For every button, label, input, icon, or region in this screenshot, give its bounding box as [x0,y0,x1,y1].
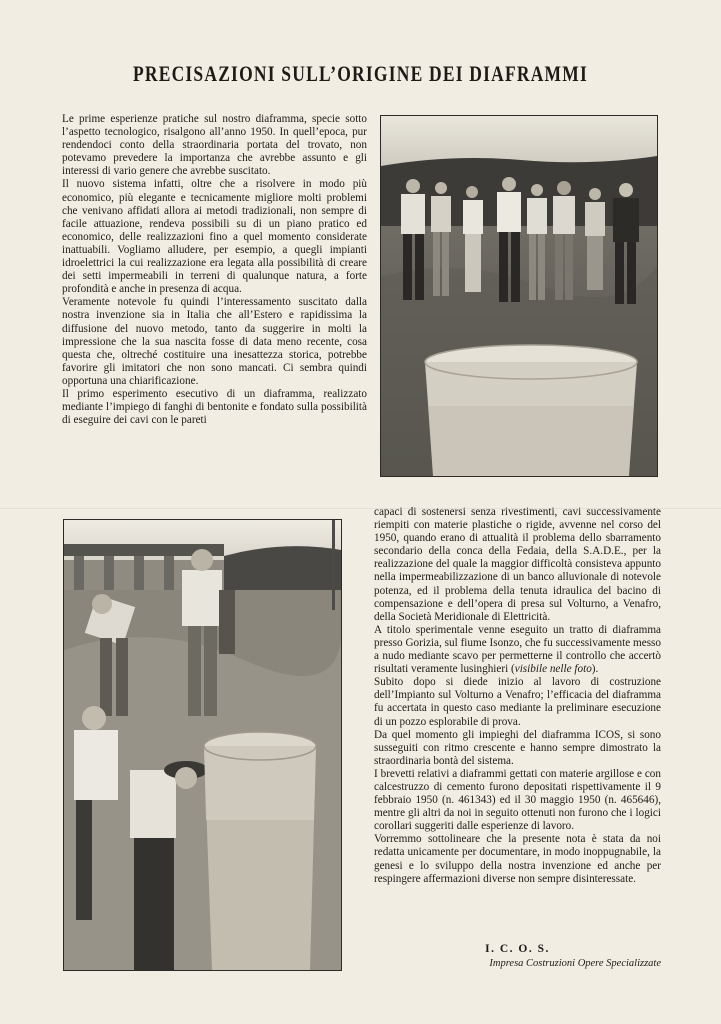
paragraph: Le prime esperienze pratiche sul nostro diaframma, specie sotto l’aspetto tecnologico, risalgono all’anno 1950. In quell’epoca, pur rendendoci conto della straordinaria portata del trovato, non potevamo prevedere la importanza che avrebbe assunto e gli interessi di vario genere che avrebbe suscitato. [62,113,367,178]
photo-group-at-test-diaphragm [380,115,658,477]
paragraph: Il primo esperimento esecutivo di un diaframma, realizzato mediante l’impiego di fanghi di bentonite e fondato sulla possibilità di eseguire dei cavi con le pareti [62,387,367,427]
paragraph-with-photo-reference [374,624,661,676]
text-span: A titolo sperimentale venne eseguito un tratto di diaframma presso Gorizia, sul fiume Isonzo, che fu successivamente messo a nudo mediante scavo per permetterne il controllo che accertò risultati veramente lusinghieri ( [374,623,661,676]
paragraph: Il nuovo sistema infatti, oltre che a risolvere in modo più economico, più elegante e tecnicamente migliore molti problemi che venivano affidati allora ai metodi tradizionali, non sempre di facile attuazione, rendeva possibili su di un piano pratico ed economico, delle realizzazioni fino a quel momento considerate inattuabili. Vogliamo alludere, per esempio, a quegli impianti idroelettrici la cui realizzazione era legata alla possibilità di creare dei setti impermeabili in terreni di qualunque natura, a forte profondità e anche in presenza di acqua. [62,178,367,296]
paragraph: Da quel momento gli impieghi del diaframma ICOS, si sono susseguiti con ritmo crescente e hanno sempre dimostrato la straordinaria bontà del sistema. [374,728,661,767]
right-text-column [374,506,661,886]
page-title: PRECISAZIONI SULL’ORIGINE DEI DIAFRAMMI [132,61,589,86]
paragraph: I brevetti relativi a diaframmi gettati con materie argillose e con calcestruzzo di cemento furono depositati rispettivamente il 9 febbraio 1950 (n. 461343) ed il 30 maggio 1950 (n. 465646), mentre gli altri da noi in seguito ottenuti non furono che i logici corollari suggeriti dalle esperienze di lavoro. [374,767,661,833]
signature-subtitle: Impresa Costruzioni Opere Specializzate [489,958,661,969]
paragraph: Veramente notevole fu quindi l’interessamento suscitato dalla nostra invenzione sia in Italia che all’Estero e rapidissima la diffusione del nuovo metodo, tanto da suggerire in molti la impressione che la sua nascita fosse di data meno recente, cosa questa che, oltreché costituire una inesattezza storica, potrebbe favorire gli imitatori che non sono mancati. Ci sembra quindi opportuna una chiarificazione. [62,296,367,387]
left-text-column [62,113,367,427]
photo-reference: visibile nelle foto [514,663,592,676]
paragraph: capaci di sostenersi senza rivestimenti, cavi successivamente riempiti con materie plastiche o rigide, avvenne nel corso del 1950, quando erano di attualità il problema dello sbarramento secondario della conca della Fedaia, della S.A.D.E., per la realizzazione del quale la maggior difficoltà consisteva appunto nella impermeabilizzazione di un banco alluvionale di notevole potenza, ed il problema della tenuta idraulica del bacino di compensazione e dell’opera di presa sul Volturno, a Venafro, della Società Meridionale di Elettricità. [374,506,661,623]
text-span: ). [591,663,599,676]
paragraph: Vorremmo sottolineare che la presente nota è stata da noi redatta unicamente per documentare, in modo inoppugnabile, la genesi e lo sviluppo della nostra invenzione ed anche per respingere affermazioni diverse non sempre disinteressate. [374,833,661,885]
signature-name: I. C. O. S. [485,943,550,955]
photo-workers-inspecting-diaphragm [63,519,342,971]
paragraph: Subito dopo si diede inizio al lavoro di costruzione dell’Impianto sul Volturno a Venafro; l’efficacia del diaframma fu accertata in questo caso mediante la preliminare esecuzione di un pozzo esplorabile di prova. [374,676,661,728]
